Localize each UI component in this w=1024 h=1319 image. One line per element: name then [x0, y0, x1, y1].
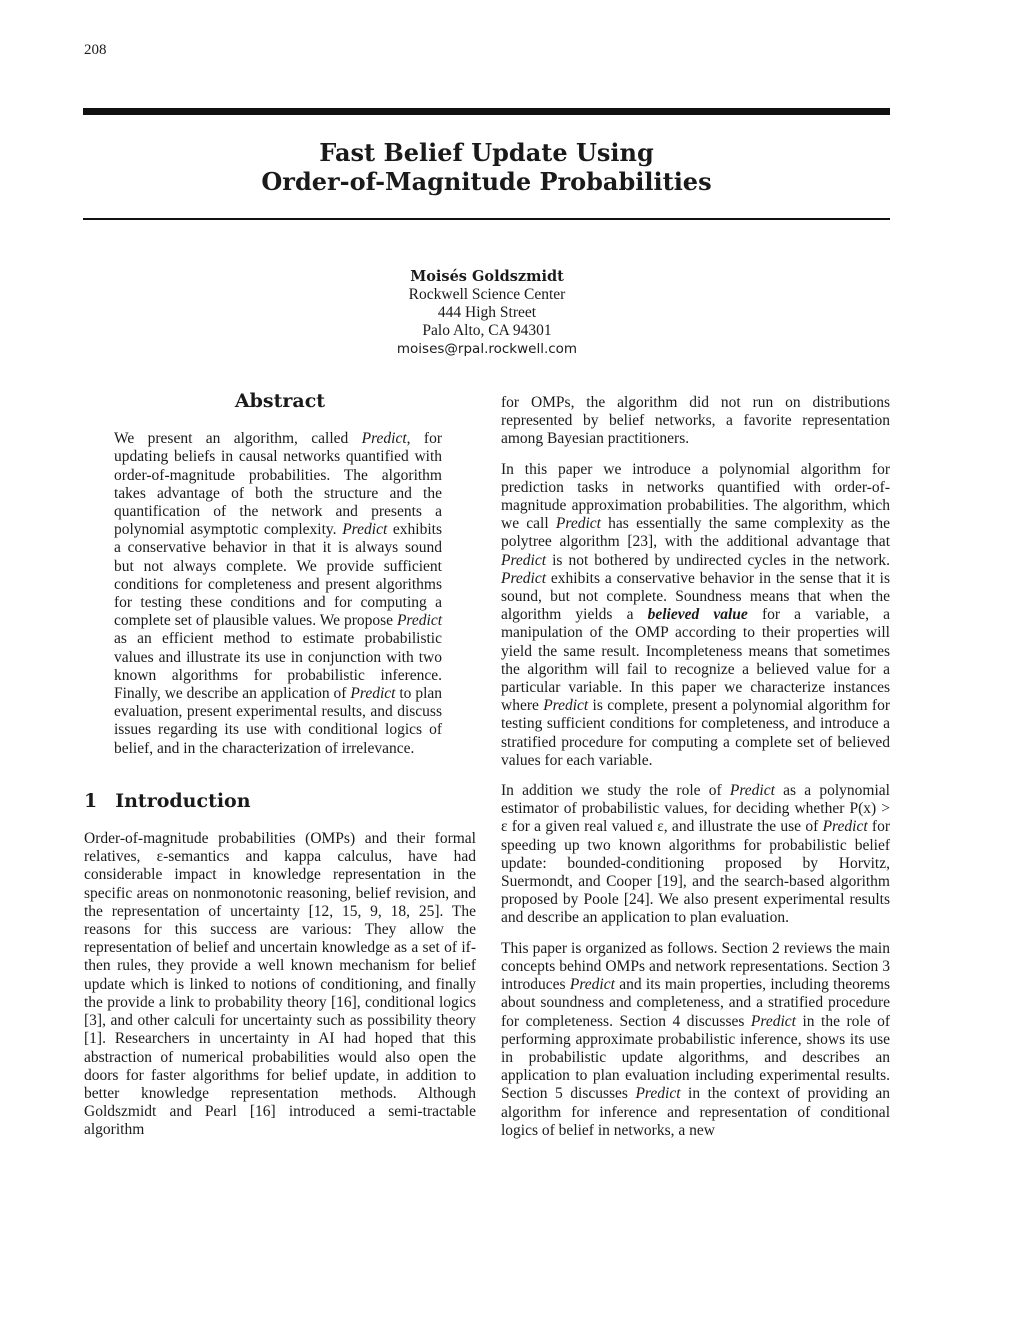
abstract-italic-run: Predict: [361, 430, 407, 448]
author-city: Palo Alto, CA 94301: [422, 322, 552, 339]
text-run: is not bothered by undirected cycles in the network.: [546, 551, 890, 569]
bold-italic-run: believed value: [647, 606, 748, 624]
right-column: [501, 394, 890, 1152]
page-number: 208: [84, 42, 107, 58]
author-name: Moisés Goldszmidt: [410, 268, 564, 285]
text-run: and its main properties, including theorems about soundness and completeness, and a stratified procedure for completeness. Section 4 discusses: [501, 976, 890, 1030]
author-email: moises@rpal.rockwell.com: [396, 341, 578, 357]
text-run: in the context of providing an algorithm for inference and representation of conditional logics of belief in networks, a new: [501, 1085, 890, 1139]
paragraph-organization: [501, 940, 890, 1140]
text-run: In this paper we introduce a polynomial algorithm for prediction tasks in networks quantified with order-of-magnitude approximation probabilities. The algorithm, which we call: [501, 460, 890, 533]
text-run: in the role of performing approximate probabilistic inference, shows its use in probabilistic update algorithms, and describes an application to plan evaluation including experimental results. Section 5 discusses: [501, 1012, 890, 1103]
paragraph-polynomial-algorithm: [501, 461, 890, 770]
section-heading-introduction: [84, 789, 476, 812]
text-run: for a variable, a manipulation of the OMP according to their properties will yield the same result. Incompleteness means that sometimes the algorithm will fail to recognize a believed value for a particular variable. In this paper we characterize instances where: [501, 606, 890, 715]
title-rule: [83, 218, 890, 220]
left-column: [84, 388, 476, 1140]
italic-run: Predict: [501, 569, 547, 587]
italic-run: Predict: [555, 515, 601, 533]
abstract-italic-run: Predict: [350, 685, 396, 703]
abstract-text-run: We present an algorithm, called: [114, 430, 362, 448]
abstract-heading: Abstract: [234, 390, 326, 412]
italic-run: Predict: [569, 976, 615, 994]
section-title: Introduction: [115, 789, 251, 812]
text-run: This paper is organized as follows. Section 2 reviews the main concepts behind OMPs and network representations. Section 3 introduces: [501, 939, 890, 994]
italic-run: Predict: [822, 818, 868, 836]
author-street: 444 High Street: [437, 304, 537, 321]
section-number: 1: [84, 789, 98, 812]
abstract-text-run: , for updating beliefs in causal networks quantified with order-of-magnitude probabilities. The algorithm takes advantage of both the structure and the quantification of the network and presents a polynomial asymptotic complexity.: [114, 430, 442, 539]
abstract-text: [114, 430, 442, 758]
header-rule: [83, 108, 890, 115]
title-line-1: Fast Belief Update Using: [319, 138, 654, 167]
italic-run: Predict: [729, 782, 775, 800]
italic-run: Predict: [501, 551, 547, 569]
intro-paragraph: Order-of-magnitude probabilities (OMPs) and their formal relatives, ε-semantics and kappa calculus, have had considerable impact in knowledge representation in the specific areas on nonmonotonic reasoning, belief revision, and the representation of uncertainty [12, 15, 9, 18, 25]. The reasons for this success are various: They allow the representation of belief and uncertain knowledge as a set of if-then rules, they provide a well known mechanism for belief update which is linked to notions of conditioning, and finally the provide a link to probability theory [16], conditional logics [3], and other calculi for uncertainty such as possibility theory [1]. Researchers in uncertainty in AI had hoped that this abstraction of numerical probabilities would also open the doors for faster algorithms for belief update, in addition to better knowledge representation methods. Although Goldszmidt and Pearl [16] introduced a semi-tractable algorithm: [84, 830, 476, 1139]
italic-run: Predict: [543, 697, 589, 715]
abstract-text-run: exhibits a conservative behavior in that it is always sound but not always complete. We provide sufficient conditions for completeness and present algorithms for testing these conditions and for computing a complete set of plausible values. We propose: [114, 521, 442, 630]
text-run: In addition we study the role of: [501, 782, 730, 800]
italic-run: Predict: [750, 1012, 796, 1030]
text-run: is complete, present a polynomial algorithm for testing sufficient conditions for completeness, and introduce a stratified procedure for computing a complete set of believed values for each variable.: [501, 697, 891, 769]
author-block: [300, 268, 674, 358]
text-run: exhibits a conservative behavior in the sense that it is sound, but not complete. Soundness means that when the algorithm yields a: [501, 569, 890, 624]
title-line-2: Order-of-Magnitude Probabilities: [261, 167, 712, 196]
paper-title: [83, 138, 890, 196]
italic-run: Predict: [635, 1085, 681, 1103]
text-run: for speeding up two known algorithms for probabilistic belief update: bounded-conditioning proposed by Horvitz, Suermondt, and Cooper [19], and the search-based algorithm proposed by Poole [24]. We also present experimental results and describe an application to plan evaluation.: [501, 818, 890, 927]
abstract-italic-run: Predict: [396, 612, 442, 630]
paragraph-continuation: for OMPs, the algorithm did not run on distributions represented by belief networks, a favorite representation among Bayesian practitioners.: [501, 394, 890, 448]
abstract-italic-run: Predict: [342, 521, 388, 539]
abstract-text-run: as an efficient method to estimate probabilistic values and illustrate its use in conjunction with two known algorithms for probabilistic inference. Finally, we describe an application of: [114, 630, 442, 703]
author-affiliation: Rockwell Science Center: [408, 286, 566, 303]
text-run: as a polynomial estimator of probabilistic values, for deciding whether P(x) > ε for a given real valued ε, and illustrate the use of: [501, 782, 890, 836]
text-run: has essentially the same complexity as the polytree algorithm [23], with the additional advantage that: [501, 515, 890, 551]
abstract-text-run: to plan evaluation, present experimental results, and discuss issues regarding its use with conditional logics of belief, and in the characterization of irrelevance.: [114, 685, 443, 757]
paragraph-estimator: [501, 782, 890, 928]
